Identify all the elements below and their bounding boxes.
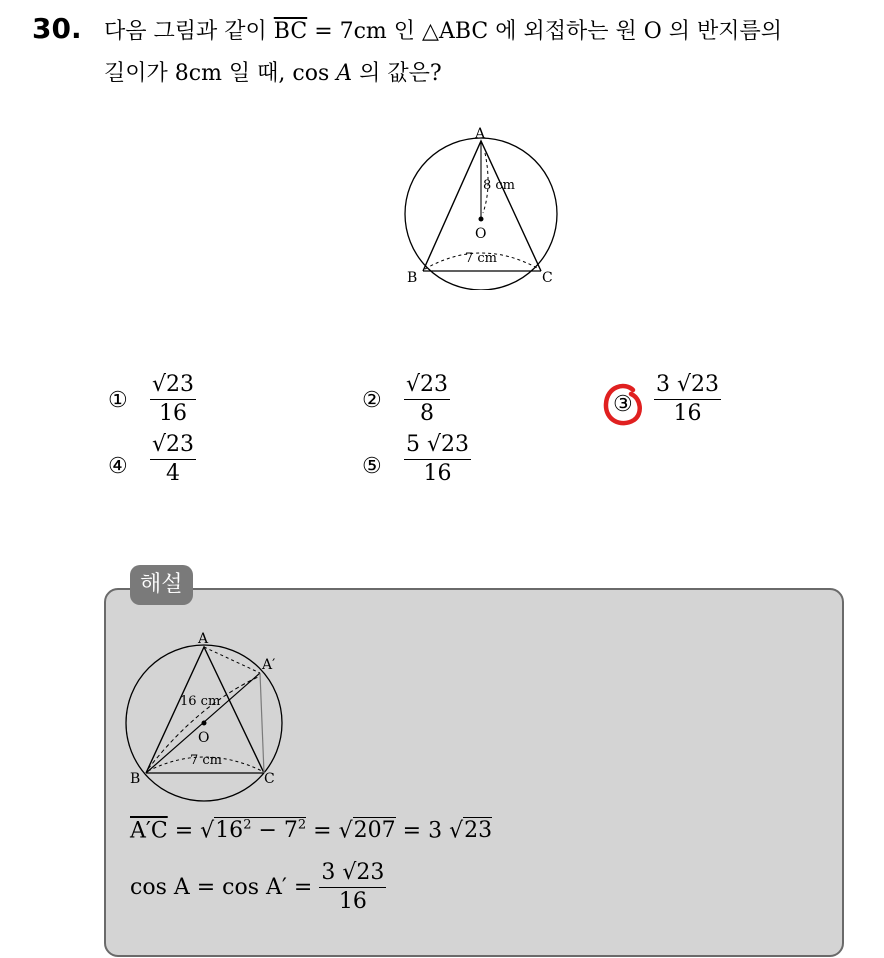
option-marker: ① bbox=[108, 388, 128, 413]
solution-label-o: O bbox=[198, 730, 210, 746]
option-numerator: √23 bbox=[150, 372, 196, 400]
solution-line-2 bbox=[130, 860, 386, 916]
center-dot bbox=[479, 217, 484, 222]
dash-a-aprime bbox=[204, 647, 260, 673]
question-line-2 bbox=[104, 56, 442, 87]
option-1-value bbox=[150, 372, 196, 428]
question-number: 30. bbox=[32, 12, 82, 45]
solution-chord-label: 7 cm bbox=[190, 753, 223, 768]
cos-label: cos bbox=[292, 61, 330, 86]
solution-label-b: B bbox=[130, 771, 141, 787]
option-denominator: 16 bbox=[159, 401, 187, 426]
cos-equation: cos A = cos A′ = bbox=[130, 875, 313, 900]
solution-label-a: A bbox=[198, 631, 209, 647]
sqrt-expression: $√16^2 - 7^2$ bbox=[200, 818, 307, 844]
question-text: 길이가 8cm 일 때, bbox=[104, 61, 286, 86]
option-4[interactable] bbox=[108, 454, 128, 479]
option-5-value bbox=[404, 432, 471, 488]
label-a: A bbox=[475, 126, 486, 142]
option-numerator: 3 √23 bbox=[654, 372, 721, 400]
segment-bc: $\overline{BC}$ bbox=[273, 19, 308, 44]
label-c: C bbox=[542, 270, 553, 286]
option-1[interactable] bbox=[108, 388, 128, 413]
option-2-value bbox=[404, 372, 450, 428]
option-denominator: 8 bbox=[420, 401, 434, 426]
option-denominator: 16 bbox=[673, 401, 702, 426]
radius-label: 8 cm bbox=[483, 178, 516, 193]
sqrt-23: √23 bbox=[449, 818, 493, 844]
option-4-value bbox=[150, 432, 196, 488]
solution-tab: 해설 bbox=[130, 565, 193, 605]
option-denominator: 16 bbox=[423, 461, 452, 486]
option-marker: ③ bbox=[613, 392, 633, 417]
solution-line-1: $A'C = √16^2 - 7^2 = √207 = 3$ √23 bbox=[130, 818, 493, 844]
option-5[interactable] bbox=[362, 454, 382, 479]
label-b: B bbox=[407, 270, 418, 286]
option-3-value bbox=[654, 372, 721, 428]
solution-label-c: C bbox=[264, 771, 275, 787]
option-marker: ⑤ bbox=[362, 454, 382, 479]
solution-label-a-prime: A′ bbox=[262, 657, 276, 673]
segment-aprime-c: A′C bbox=[130, 818, 168, 844]
solution-figure bbox=[118, 625, 293, 805]
option-2[interactable] bbox=[362, 388, 382, 413]
option-3[interactable] bbox=[613, 392, 633, 417]
question-text: 의 값은? bbox=[359, 61, 442, 86]
option-numerator: √23 bbox=[404, 372, 450, 400]
chord-label: 7 cm bbox=[465, 251, 498, 266]
solution-fraction: $\frac{3 √23}{16}$ bbox=[321, 860, 385, 914]
option-numerator: 5 √23 bbox=[404, 432, 471, 460]
triangle-circle-figure bbox=[395, 125, 570, 290]
solution-center-dot bbox=[202, 721, 207, 726]
diameter-label: 16 cm bbox=[180, 694, 221, 709]
question-text: 다음 그림과 같이 bbox=[104, 19, 267, 44]
question-text: = 7cm 인 △ABC 에 외접하는 원 O 의 반지름의 bbox=[314, 19, 783, 44]
option-marker: ④ bbox=[108, 454, 128, 479]
option-denominator: 4 bbox=[166, 461, 180, 486]
question-line-1 bbox=[104, 14, 782, 45]
var-a: A bbox=[336, 61, 353, 86]
sqrt-207: √207 bbox=[338, 818, 396, 844]
option-numerator: √23 bbox=[150, 432, 196, 460]
option-marker: ② bbox=[362, 388, 382, 413]
segment-a-prime-c bbox=[260, 673, 264, 773]
label-o: O bbox=[475, 226, 487, 242]
